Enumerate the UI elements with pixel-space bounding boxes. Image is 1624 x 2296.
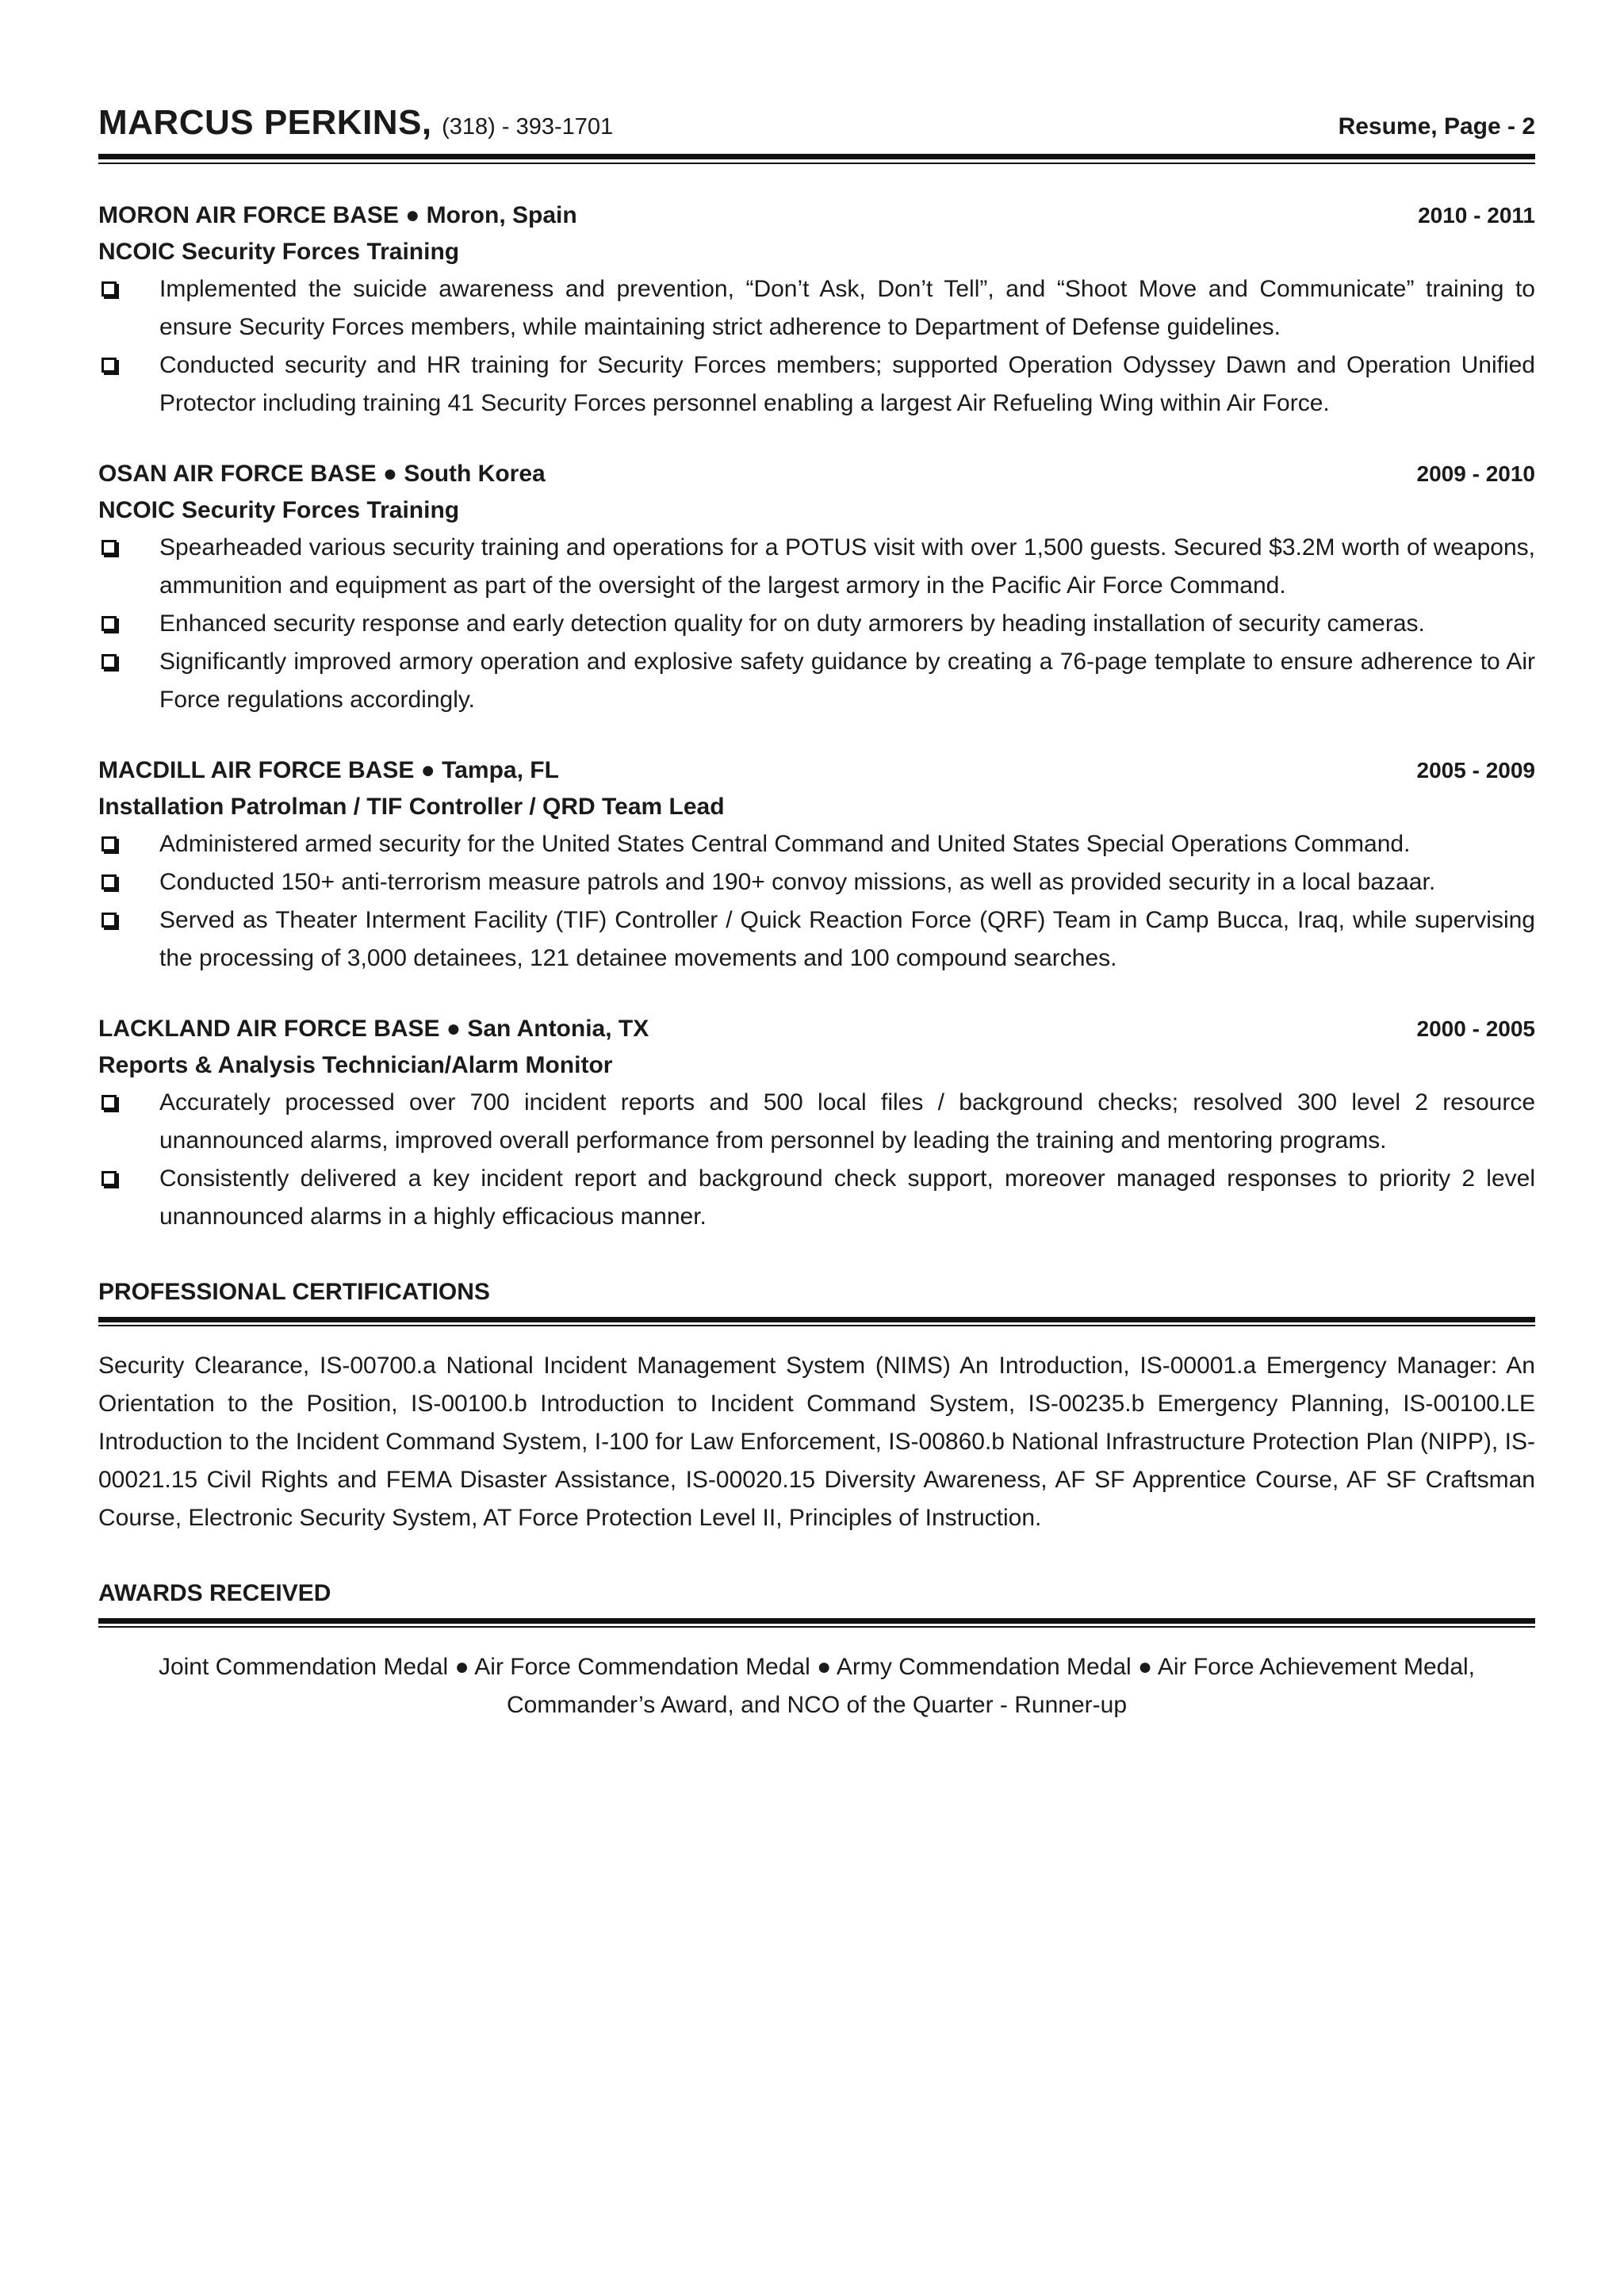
awards-heading: AWARDS RECEIVED <box>98 1580 331 1606</box>
job-title: Installation Patrolman / TIF Controller / QRD Team Lead <box>98 794 725 820</box>
bullet-text: Consistently delivered a key incident report and background check support, moreover managed responses to priority 2 level unannounced alarms in a highly efficacious manner. <box>159 1165 1535 1230</box>
employer: LACKLAND AIR FORCE BASE ● San Antonia, TX <box>98 1016 649 1042</box>
job-header <box>98 757 1535 784</box>
job-header <box>98 202 1535 229</box>
bullet-list <box>98 825 1535 978</box>
bullet-text: Conducted 150+ anti-terrorism measure patrols and 190+ convoy missions, as well as provided security in a local bazaar. <box>159 869 1436 895</box>
bullet-item <box>98 643 1535 719</box>
certifications-heading: PROFESSIONAL CERTIFICATIONS <box>98 1279 490 1305</box>
bullet-text: Spearheaded various security training and operations for a POTUS visit with over 1,500 guests. Secured $3.2M worth of weapons, ammunition and equipment as part of the oversight of the largest armory in the Pacific Air Force Command. <box>159 534 1535 599</box>
name-line <box>98 103 613 143</box>
phone-number: (318) - 393-1701 <box>442 114 614 140</box>
certifications-text: Security Clearance, IS-00700.a National Incident Management System (NIMS) An Introduction, IS-00001.a Emergency Manager: An Orientation to the Position, IS-00100.b Introduction to Incident Command System, IS-00235.b Emergency Planning, IS-00100.LE Introduction to the Incident Command System, I-100 for Law Enforcement, IS-00860.b National Infrastructure Protection Plan (NIPP), IS-00021.15 Civil Rights and FEMA Disaster Assistance, IS-00020.15 Diversity Awareness, AF SF Apprentice Course, AF SF Craftsman Course, Electronic Security System, AT Force Protection Level II, Principles of Instruction. <box>98 1353 1535 1531</box>
employer: OSAN AIR FORCE BASE ● South Korea <box>98 461 546 487</box>
job-header <box>98 461 1535 488</box>
job-dates: 2005 - 2009 <box>1416 758 1535 783</box>
job-entry <box>98 1016 1535 1236</box>
job-entry <box>98 461 1535 719</box>
section-rule <box>98 1618 1535 1624</box>
checkbox-bullet-icon <box>102 836 117 851</box>
job-dates: 2000 - 2005 <box>1416 1016 1535 1041</box>
candidate-name: MARCUS PERKINS, <box>98 103 432 142</box>
job-title: NCOIC Security Forces Training <box>98 239 460 265</box>
job-dates: 2010 - 2011 <box>1418 203 1535 228</box>
checkbox-bullet-icon <box>102 616 117 631</box>
checkbox-bullet-icon <box>102 1171 117 1186</box>
header-rule-thin <box>98 163 1535 164</box>
job-dates: 2009 - 2010 <box>1416 461 1535 486</box>
resume-header <box>98 103 1535 143</box>
job-entry <box>98 757 1535 978</box>
bullet-list <box>98 529 1535 719</box>
checkbox-bullet-icon <box>102 540 117 555</box>
checkbox-bullet-icon <box>102 654 117 669</box>
section-rule <box>98 1317 1535 1322</box>
bullet-item <box>98 605 1535 643</box>
checkbox-bullet-icon <box>102 874 117 890</box>
bullet-list <box>98 270 1535 423</box>
bullet-text: Significantly improved armory operation and explosive safety guidance by creating a 76-page template to ensure adherence to Air Force regulations accordingly. <box>159 649 1535 713</box>
bullet-item <box>98 825 1535 863</box>
section-rule-thin <box>98 1626 1535 1628</box>
job-title: Reports & Analysis Technician/Alarm Monitor <box>98 1052 613 1078</box>
bullet-text: Administered armed security for the United States Central Command and United States Special Operations Command. <box>159 831 1411 857</box>
bullet-text: Served as Theater Interment Facility (TIF) Controller / Quick Reaction Force (QRF) Team in Camp Bucca, Iraq, while supervising the processing of 3,000 detainees, 121 detainee movements and 100 compound searches. <box>159 907 1535 971</box>
bullet-item <box>98 346 1535 423</box>
bullet-item <box>98 1084 1535 1160</box>
bullet-item <box>98 863 1535 901</box>
checkbox-bullet-icon <box>102 281 117 297</box>
page-label: Resume, Page - 2 <box>1338 113 1535 140</box>
bullet-item <box>98 1160 1535 1236</box>
bullet-list <box>98 1084 1535 1236</box>
job-header <box>98 1016 1535 1043</box>
header-rule <box>98 154 1535 159</box>
bullet-text: Implemented the suicide awareness and prevention, “Don’t Ask, Don’t Tell”, and “Shoot Move and Communicate” training to ensure Security Forces members, while maintaining strict adherence to Department of Defense guidelines. <box>159 276 1535 340</box>
job-entry <box>98 202 1535 423</box>
employer: MACDILL AIR FORCE BASE ● Tampa, FL <box>98 757 559 783</box>
bullet-item <box>98 270 1535 346</box>
checkbox-bullet-icon <box>102 1095 117 1110</box>
employer: MORON AIR FORCE BASE ● Moron, Spain <box>98 202 577 228</box>
job-title: NCOIC Security Forces Training <box>98 497 460 523</box>
awards-text: Joint Commendation Medal ● Air Force Commendation Medal ● Army Commendation Medal ● Air Force Achievement Medal, Commander’s Award, and NCO of the Quarter - Runner-up <box>158 1654 1476 1718</box>
bullet-text: Conducted security and HR training for Security Forces members; supported Operation Odyssey Dawn and Operation Unified Protector including training 41 Security Forces personnel enabling a largest Air Refueling Wing within Air Force. <box>159 352 1535 416</box>
checkbox-bullet-icon <box>102 913 117 928</box>
bullet-item <box>98 901 1535 978</box>
bullet-item <box>98 529 1535 605</box>
bullet-text: Accurately processed over 700 incident reports and 500 local files / background checks; resolved 300 level 2 resource unannounced alarms, improved overall performance from personnel by leading the training and mentoring programs. <box>159 1089 1535 1154</box>
section-rule-thin <box>98 1325 1535 1326</box>
checkbox-bullet-icon <box>102 358 117 373</box>
bullet-text: Enhanced security response and early detection quality for on duty armorers by heading installation of security cameras. <box>159 610 1425 637</box>
